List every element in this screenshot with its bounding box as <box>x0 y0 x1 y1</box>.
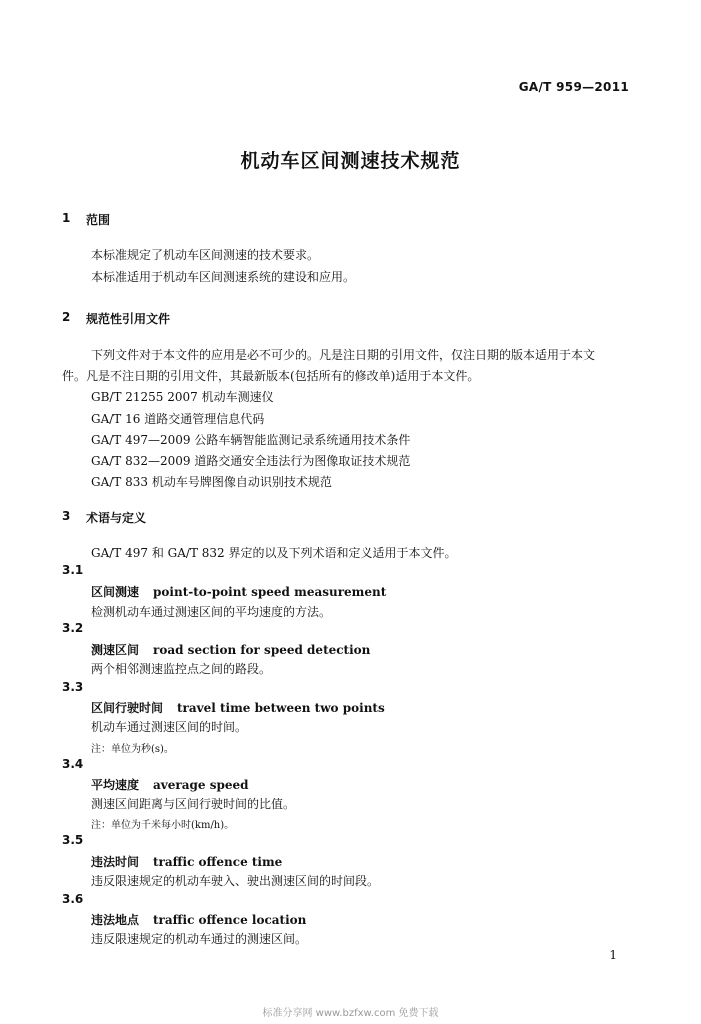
term-zh: 违法时间 <box>91 855 140 869</box>
term-definition: 检测机动车通过测速区间的平均速度的方法。 <box>91 605 332 619</box>
paragraph: 本标准适用于机动车区间测速系统的建设和应用。 <box>91 270 356 284</box>
term-heading <box>91 776 249 793</box>
section-title: 规范性引用文件 <box>86 312 171 326</box>
section-number: 1 <box>62 211 71 225</box>
term-zh: 违法地点 <box>91 913 140 927</box>
term-en: average speed <box>153 778 249 792</box>
term-heading <box>91 641 370 658</box>
term-number: 3.4 <box>62 757 84 771</box>
reference-item: GA/T 833 机动车号牌图像自动识别技术规范 <box>91 475 332 489</box>
page-number: 1 <box>609 948 617 962</box>
section-title: 范围 <box>86 213 111 227</box>
term-number: 3.1 <box>62 563 84 577</box>
reference-item: GA/T 16 道路交通管理信息代码 <box>91 412 265 426</box>
reference-item: GA/T 832—2009 道路交通安全违法行为图像取证技术规范 <box>91 454 411 468</box>
paragraph-continuation: 件。凡是不注日期的引用文件，其最新版本(包括所有的修改单)适用于本文件。 <box>62 369 480 383</box>
term-heading <box>91 911 306 928</box>
term-zh: 区间行驶时间 <box>91 701 164 715</box>
term-zh: 区间测速 <box>91 585 140 599</box>
document-title: 机动车区间测速技术规范 <box>240 150 461 172</box>
watermark-footer: 标准分享网 www.bzfxw.com 免费下载 <box>262 1008 439 1019</box>
term-en: traffic offence time <box>153 855 283 869</box>
term-heading <box>91 699 385 716</box>
paragraph: 下列文件对于本文件的应用是必不可少的。凡是注日期的引用文件，仅注日期的版本适用于本文 <box>91 348 596 362</box>
standard-code: GA/T 959—2011 <box>518 80 629 94</box>
term-zh: 平均速度 <box>91 778 140 792</box>
term-definition: 测速区间距离与区间行驶时间的比值。 <box>91 797 296 811</box>
term-definition: 两个相邻测速监控点之间的路段。 <box>91 662 272 676</box>
term-en: road section for speed detection <box>153 643 371 657</box>
term-en: travel time between two points <box>177 701 385 715</box>
term-definition: 机动车通过测速区间的时间。 <box>91 720 248 734</box>
reference-item: GA/T 497—2009 公路车辆智能监测记录系统通用技术条件 <box>91 433 411 447</box>
paragraph: GA/T 497 和 GA/T 832 界定的以及下列术语和定义适用于本文件。 <box>91 546 457 560</box>
section-number: 2 <box>62 310 71 324</box>
term-note: 注：单位为秒(s)。 <box>91 744 174 755</box>
section-number: 3 <box>62 509 71 523</box>
section-title: 术语与定义 <box>86 511 147 525</box>
term-heading <box>91 583 386 600</box>
term-number: 3.3 <box>62 680 84 694</box>
reference-item: GB/T 21255 2007 机动车测速仪 <box>91 390 274 404</box>
term-note: 注：单位为千米每小时(km/h)。 <box>91 820 235 831</box>
term-en: traffic offence location <box>153 913 307 927</box>
paragraph: 本标准规定了机动车区间测速的技术要求。 <box>91 248 320 262</box>
term-number: 3.6 <box>62 892 84 906</box>
term-definition: 违反限速规定的机动车驶入、驶出测速区间的时间段。 <box>91 874 380 888</box>
term-number: 3.2 <box>62 621 84 635</box>
term-heading <box>91 853 282 870</box>
term-zh: 测速区间 <box>91 643 140 657</box>
term-number: 3.5 <box>62 833 84 847</box>
term-definition: 违反限速规定的机动车通过的测速区间。 <box>91 932 308 946</box>
term-en: point-to-point speed measurement <box>153 585 387 599</box>
